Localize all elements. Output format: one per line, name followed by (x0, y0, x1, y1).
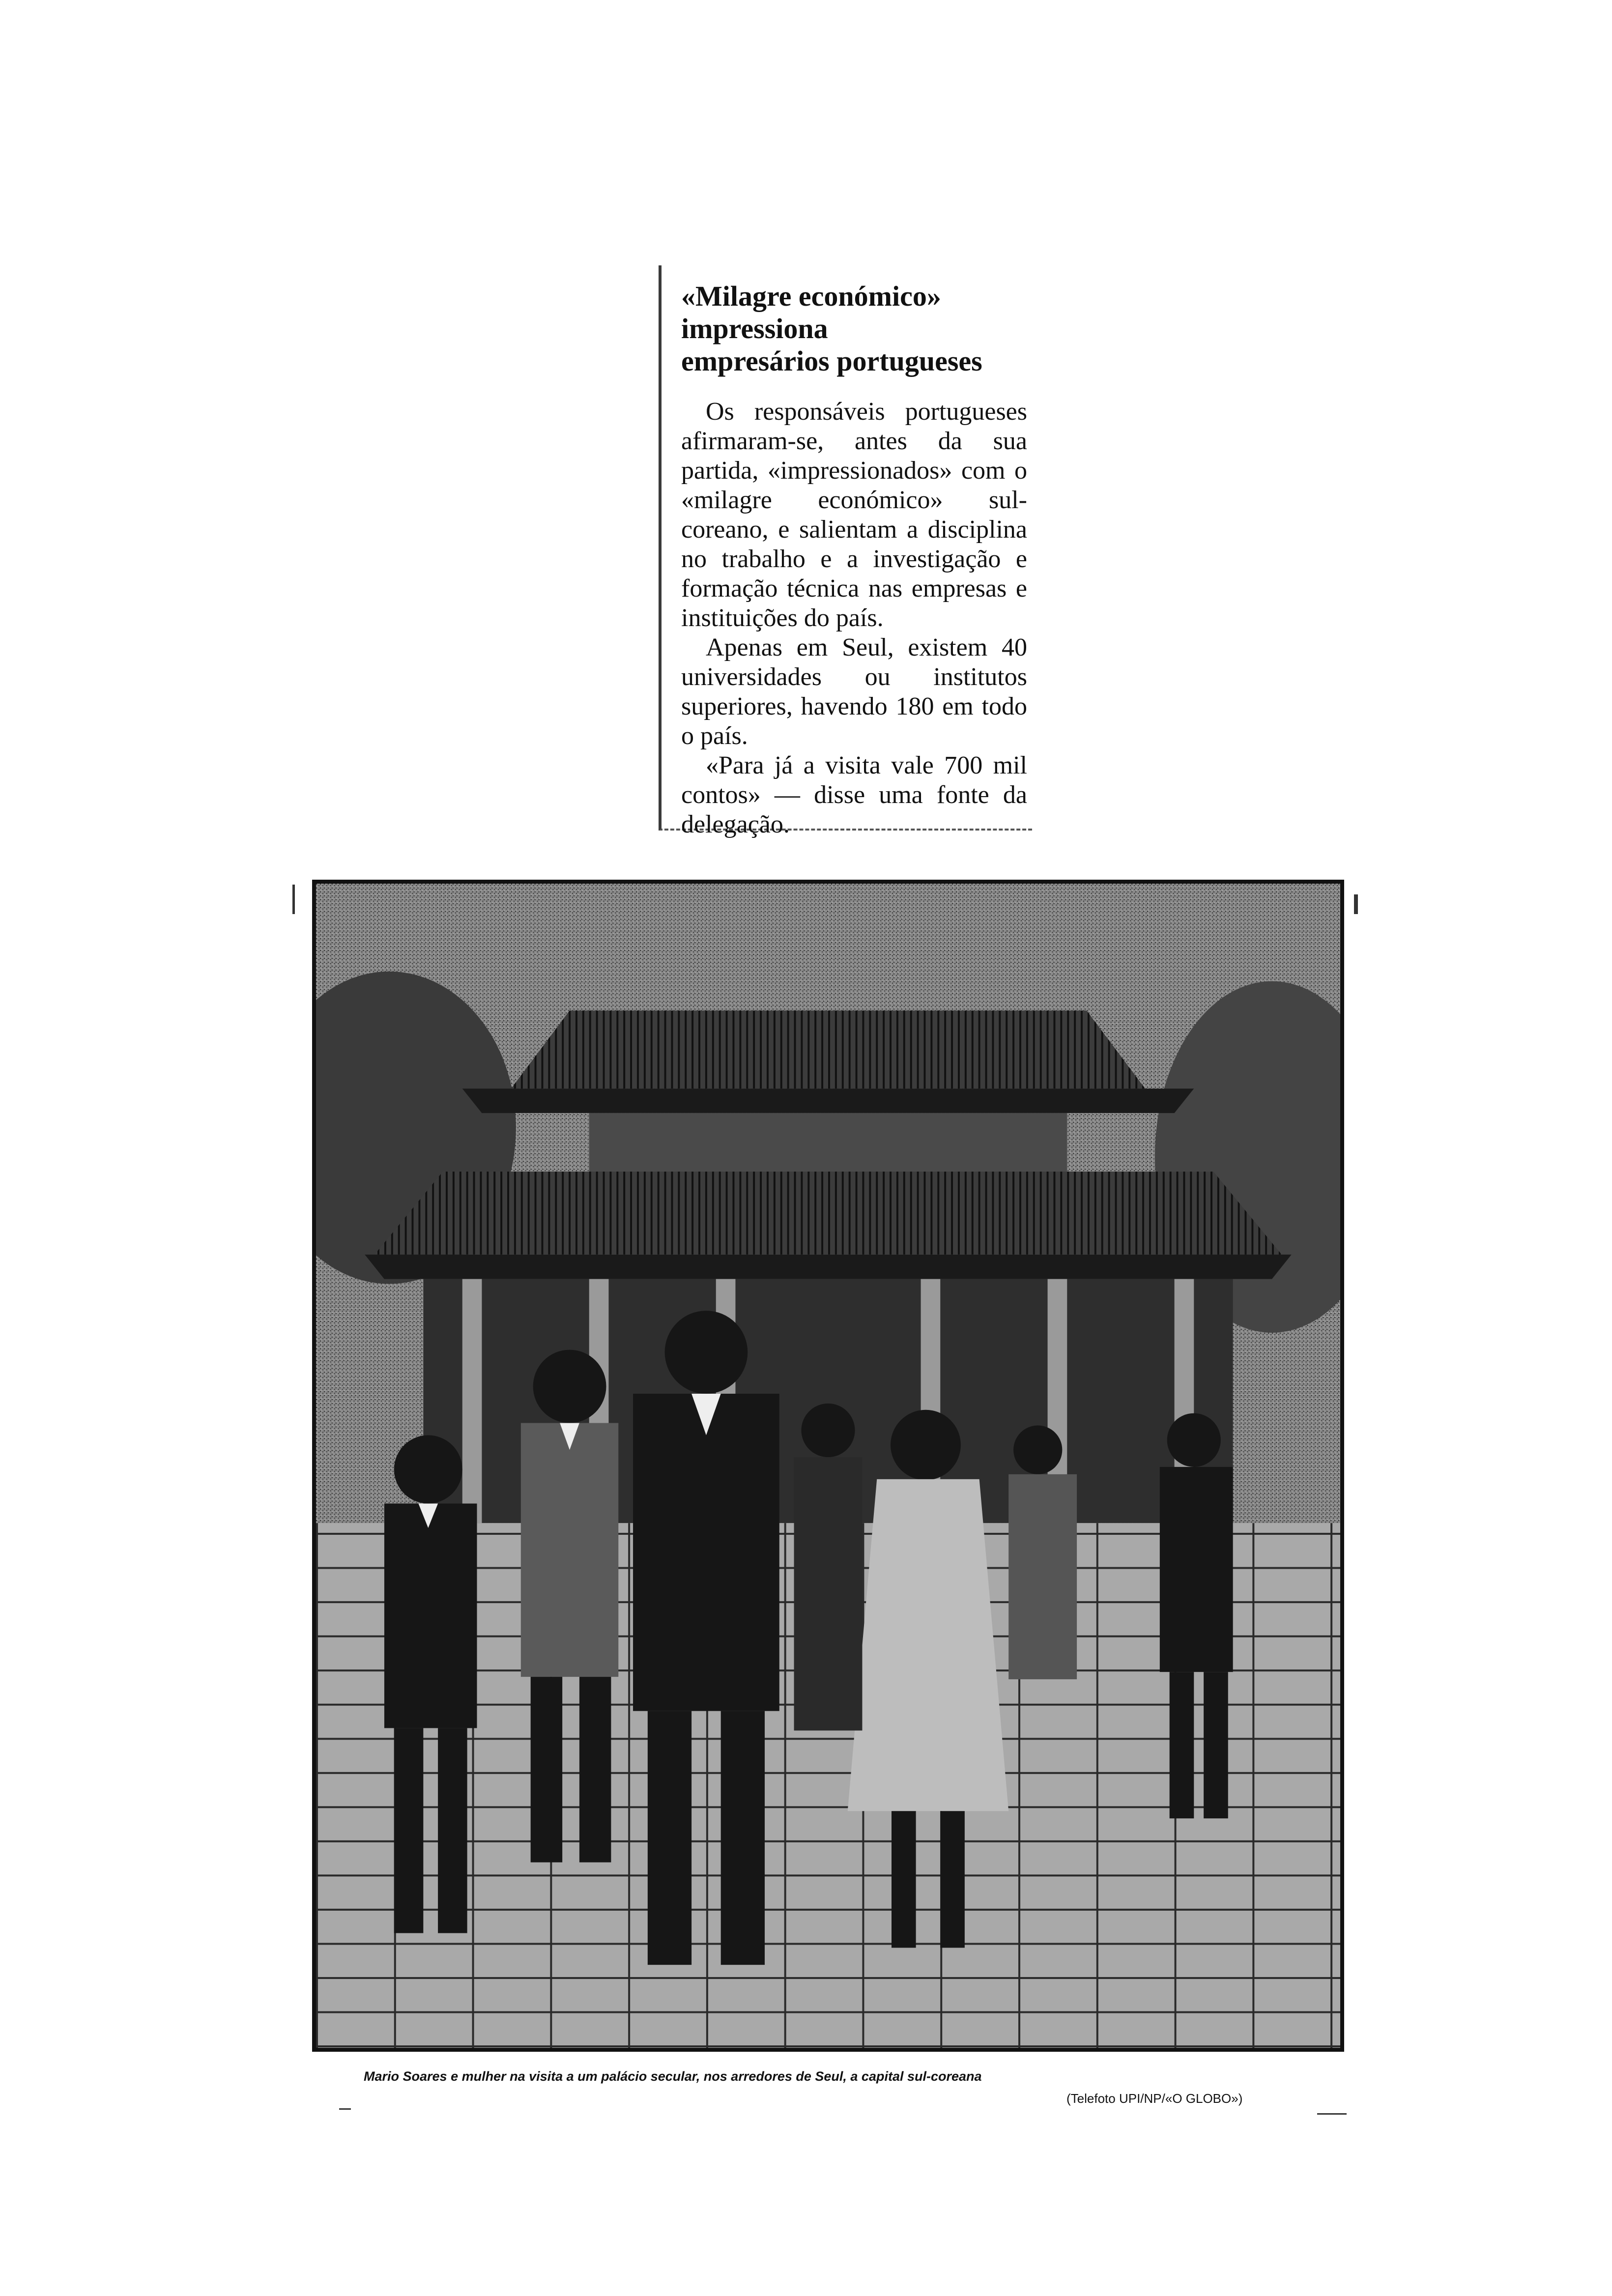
article-paragraph-1: Os responsáveis portugueses afirmaram-se, antes da sua partida, «impressionados» com o «milagre económico» sul-coreano, e salientam a disciplina no trabalho e a investigação e formação técnica nas empresas e instituições do país. (681, 398, 1027, 632)
headline-line-2: impressiona (681, 313, 828, 344)
scan-speck (292, 885, 295, 914)
article-body (681, 397, 1027, 839)
scan-speck (1354, 894, 1358, 914)
article-headline (681, 280, 1027, 377)
scan-speck (339, 2108, 351, 2110)
article-paragraph-3: «Para já a visita vale 700 mil contos» — disse uma fonte da delegação. (681, 751, 1027, 838)
photo-credit: (Telefoto UPI/NP/«O GLOBO») (1066, 2091, 1243, 2106)
headline-line-1: «Milagre económico» (681, 280, 941, 312)
article-clipping (659, 265, 1032, 838)
photo-caption: Mario Soares e mulher na visita a um palácio secular, nos arredores de Seul, a capital sul-coreana (364, 2069, 982, 2084)
palace-photo-image (316, 884, 1340, 2048)
scan-speck (1317, 2113, 1347, 2115)
article-paragraph-2: Apenas em Seul, existem 40 universidades ou institutos superiores, havendo 180 em todo o país. (681, 633, 1027, 750)
headline-line-3: empresários portugueses (681, 345, 982, 377)
news-photograph (312, 880, 1344, 2052)
